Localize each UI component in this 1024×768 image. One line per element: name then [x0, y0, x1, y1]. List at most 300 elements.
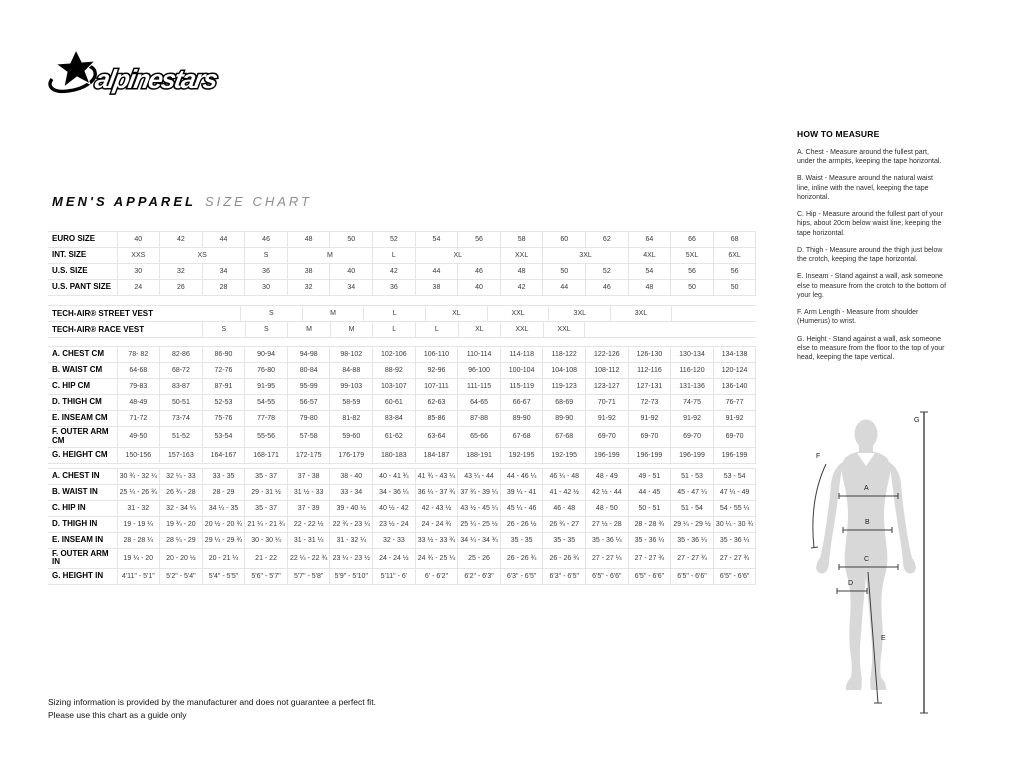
cm-value-cell: 84-88	[330, 363, 373, 379]
body-silhouette	[816, 420, 916, 691]
table-row	[48, 569, 756, 585]
in-value-cell: 34 ¼ - 34 ¾	[458, 532, 501, 548]
cm-value-cell: 79-83	[117, 379, 160, 395]
in-value-cell: 32 ¼ - 33	[160, 468, 203, 484]
page-title	[52, 194, 312, 209]
in-value-cell: 19 ¾ - 20	[160, 516, 203, 532]
disclaimer	[48, 696, 376, 722]
in-value-cell: 6'5" - 6'6"	[713, 569, 756, 585]
size-cell: 52	[373, 232, 416, 248]
vest-size-cell: M	[287, 322, 330, 337]
in-value-cell: 26 ¾ - 27	[543, 516, 586, 532]
vest-size-cell: 3XL	[610, 306, 672, 321]
size-cell: 4XL	[628, 248, 671, 264]
measure-instruction: D. Thigh - Measure around the thigh just below the crotch, keeping the tape horizontal.	[797, 246, 943, 264]
in-value-cell: 29 ¼ - 29 ½	[671, 516, 714, 532]
measurement-body-diagram	[805, 400, 980, 730]
in-value-cell: 37 - 38	[287, 468, 330, 484]
size-cell: 44	[415, 264, 458, 280]
cm-value-cell: 53-54	[202, 427, 245, 448]
in-value-cell: 44 - 45	[628, 484, 671, 500]
in-value-cell: 47 ¼ - 49	[713, 484, 756, 500]
size-cell: 40	[458, 280, 501, 296]
size-cell: 32	[287, 280, 330, 296]
cm-value-cell: 122-126	[586, 347, 629, 363]
cm-value-cell: 118-122	[543, 347, 586, 363]
size-cell: 30	[117, 264, 160, 280]
row-label: G. HEIGHT CM	[48, 447, 117, 463]
cm-value-cell: 49-50	[117, 427, 160, 448]
cm-value-cell: 110-114	[458, 347, 501, 363]
in-value-cell: 35 - 37	[245, 500, 288, 516]
row-label: U.S. SIZE	[48, 264, 117, 280]
row-label: INT. SIZE	[48, 248, 117, 264]
in-value-cell: 33 - 35	[202, 468, 245, 484]
vest-size-cell: L	[363, 306, 425, 321]
in-value-cell: 54 - 55 ¼	[713, 500, 756, 516]
cm-value-cell: 99-103	[330, 379, 373, 395]
cm-value-cell: 50-51	[160, 395, 203, 411]
in-value-cell: 26 - 26 ½	[500, 516, 543, 532]
table-row	[48, 264, 756, 280]
in-value-cell: 22 - 22 ½	[287, 516, 330, 532]
in-value-cell: 42 - 43 ½	[415, 500, 458, 516]
size-cell: M	[287, 248, 372, 264]
cm-value-cell: 91-92	[628, 411, 671, 427]
cm-value-cell: 86-90	[202, 347, 245, 363]
row-label: F. OUTER ARM IN	[48, 548, 117, 569]
vest-size-cell: S	[245, 322, 288, 337]
cm-value-cell: 91-92	[671, 411, 714, 427]
how-to-measure-panel	[797, 129, 947, 370]
cm-value-cell: 77-78	[245, 411, 288, 427]
cm-value-cell: 78- 82	[117, 347, 160, 363]
cm-value-cell: 76-77	[713, 395, 756, 411]
in-value-cell: 53 - 54	[713, 468, 756, 484]
in-value-cell: 31 - 32 ¼	[330, 532, 373, 548]
cm-value-cell: 48-49	[117, 395, 160, 411]
size-cell: S	[245, 248, 288, 264]
cm-value-cell: 92-96	[415, 363, 458, 379]
in-value-cell: 37 - 39	[287, 500, 330, 516]
size-cell: 46	[586, 280, 629, 296]
size-conversion-table	[48, 231, 756, 296]
cm-value-cell: 69-70	[671, 427, 714, 448]
measure-instruction: E. Inseam - Stand against a wall, ask someone else to measure from the crotch to the bottom of your leg.	[797, 273, 947, 299]
in-value-cell: 21 - 22	[245, 548, 288, 569]
cm-value-cell: 61-62	[373, 427, 416, 448]
in-value-cell: 35 - 36 ¼	[628, 532, 671, 548]
label-thigh: D	[848, 580, 854, 587]
measurements-cm-table	[48, 346, 756, 464]
cm-value-cell: 192-195	[543, 447, 586, 463]
size-cell: 36	[373, 280, 416, 296]
cm-value-cell: 94-98	[287, 347, 330, 363]
cm-value-cell: 69-70	[713, 427, 756, 448]
cm-value-cell: 76-80	[245, 363, 288, 379]
table-row	[48, 447, 756, 463]
in-value-cell: 26 - 26 ¾	[543, 548, 586, 569]
label-inseam: E	[881, 635, 886, 642]
table-row	[48, 232, 756, 248]
cm-value-cell: 75-76	[202, 411, 245, 427]
in-value-cell: 29 ¼ - 29 ¾	[202, 532, 245, 548]
cm-value-cell: 120-124	[713, 363, 756, 379]
table-row	[48, 468, 756, 484]
in-value-cell: 45 - 47 ¼	[671, 484, 714, 500]
cm-value-cell: 66-67	[500, 395, 543, 411]
row-label: EURO SIZE	[48, 232, 117, 248]
cm-value-cell: 116-120	[671, 363, 714, 379]
cm-value-cell: 79-80	[287, 411, 330, 427]
row-label: E. INSEAM CM	[48, 411, 117, 427]
in-value-cell: 44 - 46 ¼	[500, 468, 543, 484]
table-row	[48, 347, 756, 363]
in-value-cell: 5'9" - 5'10"	[330, 569, 373, 585]
size-cell: 62	[586, 232, 629, 248]
cm-value-cell: 123-127	[586, 379, 629, 395]
cm-value-cell: 71-72	[117, 411, 160, 427]
cm-value-cell: 196-199	[628, 447, 671, 463]
in-value-cell: 29 - 31 ½	[245, 484, 288, 500]
in-value-cell: 19 - 19 ¼	[117, 516, 160, 532]
cm-value-cell: 180-183	[373, 447, 416, 463]
measure-instruction: A. Chest - Measure around the fullest part, under the armpits, keeping the tape horizontal.	[797, 149, 942, 166]
alpinestars-logo	[44, 48, 239, 102]
in-value-cell: 25 - 26	[458, 548, 501, 569]
size-cell: XL	[415, 248, 500, 264]
size-cell: XXS	[117, 248, 160, 264]
in-value-cell: 25 ¼ - 25 ½	[458, 516, 501, 532]
cm-value-cell: 69-70	[586, 427, 629, 448]
cm-value-cell: 112-116	[628, 363, 671, 379]
in-value-cell: 5'2" - 5'4"	[160, 569, 203, 585]
in-value-cell: 22 ¾ - 23 ¼	[330, 516, 373, 532]
in-value-cell: 25 ¼ - 26 ¾	[117, 484, 160, 500]
in-value-cell: 6'2" - 6'3"	[458, 569, 501, 585]
cm-value-cell: 131-136	[671, 379, 714, 395]
cm-value-cell: 89-90	[500, 411, 543, 427]
in-value-cell: 37 ¾ - 39 ¼	[458, 484, 501, 500]
cm-value-cell: 192-195	[500, 447, 543, 463]
cm-value-cell: 157-163	[160, 447, 203, 463]
vest-size-cell: XXL	[543, 322, 586, 337]
row-label: TECH-AIR® RACE VEST	[52, 325, 145, 334]
size-cell: 46	[458, 264, 501, 280]
row-label: B. WAIST CM	[48, 363, 117, 379]
size-cell: 42	[500, 280, 543, 296]
cm-value-cell: 67-68	[543, 427, 586, 448]
cm-value-cell: 62-63	[415, 395, 458, 411]
size-cell: 5XL	[671, 248, 714, 264]
cm-value-cell: 196-199	[671, 447, 714, 463]
in-value-cell: 41 ¾ - 43 ¼	[415, 468, 458, 484]
table-row	[48, 248, 756, 264]
row-label: E. INSEAM IN	[48, 532, 117, 548]
cm-value-cell: 168-171	[245, 447, 288, 463]
in-value-cell: 49 - 51	[628, 468, 671, 484]
cm-value-cell: 69-70	[628, 427, 671, 448]
in-value-cell: 6' - 6'2"	[415, 569, 458, 585]
cm-value-cell: 91-92	[586, 411, 629, 427]
in-value-cell: 6'5" - 6'6"	[586, 569, 629, 585]
size-cell: 48	[500, 264, 543, 280]
table-row	[48, 395, 756, 411]
in-value-cell: 51 - 54	[671, 500, 714, 516]
disclaimer-line-1: Sizing information is provided by the manufacturer and does not guarantee a perfect fit.	[48, 697, 376, 707]
cm-value-cell: 126-130	[628, 347, 671, 363]
cm-value-cell: 80-84	[287, 363, 330, 379]
in-value-cell: 26 ¾ - 28	[160, 484, 203, 500]
cm-value-cell: 164-167	[202, 447, 245, 463]
in-value-cell: 39 ¼ - 41	[500, 484, 543, 500]
table-row	[48, 532, 756, 548]
size-cell: 36	[245, 264, 288, 280]
size-cell: 56	[713, 264, 756, 280]
in-value-cell: 46 - 48	[543, 500, 586, 516]
in-value-cell: 35 - 35	[543, 532, 586, 548]
cm-value-cell: 81-82	[330, 411, 373, 427]
cm-value-cell: 83-87	[160, 379, 203, 395]
size-cell: 38	[415, 280, 458, 296]
arm-measure-line	[813, 464, 826, 548]
cm-value-cell: 176-179	[330, 447, 373, 463]
size-cell: 58	[500, 232, 543, 248]
cm-value-cell: 74-75	[671, 395, 714, 411]
in-value-cell: 20 ½ - 20 ¾	[202, 516, 245, 532]
cm-value-cell: 91-95	[245, 379, 288, 395]
in-value-cell: 21 ¼ - 21 ¾	[245, 516, 288, 532]
label-height: G	[914, 417, 920, 424]
in-value-cell: 46 ¼ - 48	[543, 468, 586, 484]
size-cell: 46	[245, 232, 288, 248]
in-value-cell: 20 - 21 ¼	[202, 548, 245, 569]
in-value-cell: 43 ½ - 45 ¼	[458, 500, 501, 516]
row-label: D. THIGH IN	[48, 516, 117, 532]
cm-value-cell: 70-71	[586, 395, 629, 411]
row-label: B. WAIST IN	[48, 484, 117, 500]
cm-value-cell: 107-111	[415, 379, 458, 395]
row-label: U.S. PANT SIZE	[48, 280, 117, 296]
table-row	[48, 411, 756, 427]
vest-size-cell: S	[240, 306, 302, 321]
cm-value-cell: 136-140	[713, 379, 756, 395]
size-cell: 64	[628, 232, 671, 248]
in-value-cell: 30 ¾ - 32 ¼	[117, 468, 160, 484]
label-arm: F	[816, 453, 821, 460]
in-value-cell: 24 - 24 ½	[373, 548, 416, 569]
cm-value-cell: 103-107	[373, 379, 416, 395]
cm-value-cell: 114-118	[500, 347, 543, 363]
in-value-cell: 35 - 36 ¼	[671, 532, 714, 548]
in-value-cell: 51 - 53	[671, 468, 714, 484]
size-cell: 50	[330, 232, 373, 248]
in-value-cell: 5'11" - 6'	[373, 569, 416, 585]
in-value-cell: 34 - 36 ¼	[373, 484, 416, 500]
vest-size-cell: M	[330, 322, 373, 337]
alpinestars-star-icon	[50, 50, 95, 91]
cm-value-cell: 106-110	[415, 347, 458, 363]
cm-value-cell: 111-115	[458, 379, 501, 395]
in-value-cell: 27 - 27 ¾	[713, 548, 756, 569]
size-cell: 54	[628, 264, 671, 280]
vest-size-cell: XXL	[500, 322, 543, 337]
measure-instruction: B. Waist - Measure around the natural waist line, inline with the navel, keeping the tape horizontal.	[797, 175, 933, 201]
in-value-cell: 32 - 34 ¼	[160, 500, 203, 516]
in-value-cell: 24 - 24 ¾	[415, 516, 458, 532]
cm-value-cell: 83-84	[373, 411, 416, 427]
in-value-cell: 38 - 40	[330, 468, 373, 484]
size-cell: 28	[202, 280, 245, 296]
in-value-cell: 20 - 20 ½	[160, 548, 203, 569]
in-value-cell: 33 - 34	[330, 484, 373, 500]
cm-value-cell: 196-199	[713, 447, 756, 463]
size-cell: 56	[671, 264, 714, 280]
cm-value-cell: 72-73	[628, 395, 671, 411]
cm-value-cell: 64-65	[458, 395, 501, 411]
in-value-cell: 35 - 35	[500, 532, 543, 548]
how-to-measure-title: HOW TO MEASURE	[797, 129, 880, 139]
vest-size-cell: XL	[425, 306, 487, 321]
table-row	[48, 516, 756, 532]
cm-value-cell: 52-53	[202, 395, 245, 411]
in-value-cell: 40 ½ - 42	[373, 500, 416, 516]
size-cell: 34	[330, 280, 373, 296]
size-chart-area	[48, 231, 756, 585]
in-value-cell: 5'6" - 5'7"	[245, 569, 288, 585]
in-value-cell: 28 ¼ - 29	[160, 532, 203, 548]
techair-vest-table	[48, 305, 756, 338]
in-value-cell: 31 ½ - 33	[287, 484, 330, 500]
in-value-cell: 42 ½ - 44	[586, 484, 629, 500]
page-title-main: MEN'S APPAREL	[52, 194, 196, 209]
vest-size-cell: XL	[458, 322, 501, 337]
in-value-cell: 27 ½ - 28	[586, 516, 629, 532]
in-value-cell: 40 - 41 ¾	[373, 468, 416, 484]
in-value-cell: 6'3" - 6'5"	[543, 569, 586, 585]
size-cell: 52	[586, 264, 629, 280]
in-value-cell: 24 ¾ - 25 ¼	[415, 548, 458, 569]
size-cell: XXL	[500, 248, 543, 264]
size-cell: 66	[671, 232, 714, 248]
cm-value-cell: 55-56	[245, 427, 288, 448]
row-label: F. OUTER ARM CM	[48, 427, 117, 448]
in-value-cell: 27 - 27 ¼	[586, 548, 629, 569]
size-cell: 50	[543, 264, 586, 280]
in-value-cell: 6'5" - 6'6"	[628, 569, 671, 585]
in-value-cell: 4'11" - 5'1"	[117, 569, 160, 585]
size-cell: 50	[713, 280, 756, 296]
in-value-cell: 45 ¼ - 46	[500, 500, 543, 516]
cm-value-cell: 58-59	[330, 395, 373, 411]
in-value-cell: 35 - 36 ¼	[713, 532, 756, 548]
size-cell: 48	[287, 232, 330, 248]
cm-value-cell: 82-86	[160, 347, 203, 363]
size-cell: 40	[330, 264, 373, 280]
cm-value-cell: 91-92	[713, 411, 756, 427]
cm-value-cell: 150-156	[117, 447, 160, 463]
size-cell: 32	[160, 264, 203, 280]
cm-value-cell: 104-108	[543, 363, 586, 379]
vest-size-cell: S	[202, 322, 245, 337]
row-label: TECH-AIR® STREET VEST	[52, 309, 154, 318]
cm-value-cell: 64-68	[117, 363, 160, 379]
cm-value-cell: 67-68	[500, 427, 543, 448]
table-row	[48, 548, 756, 569]
size-cell: 56	[458, 232, 501, 248]
cm-value-cell: 184-187	[415, 447, 458, 463]
in-value-cell: 26 - 26 ¾	[500, 548, 543, 569]
cm-value-cell: 172-175	[287, 447, 330, 463]
measure-instruction: G. Height - Stand against a wall, ask someone else to measure from the floor to the top of your head, keeping the tape vertical.	[797, 335, 945, 361]
size-cell: 6XL	[713, 248, 756, 264]
cm-value-cell: 60-61	[373, 395, 416, 411]
how-to-measure-instructions	[797, 148, 947, 362]
size-cell: 42	[160, 232, 203, 248]
table-row	[48, 379, 756, 395]
row-label: D. THIGH CM	[48, 395, 117, 411]
size-cell: 24	[117, 280, 160, 296]
in-value-cell: 34 ¼ - 35	[202, 500, 245, 516]
cm-value-cell: 188-191	[458, 447, 501, 463]
cm-value-cell: 68-69	[543, 395, 586, 411]
in-value-cell: 6'3" - 6'5"	[500, 569, 543, 585]
in-value-cell: 28 - 28 ¼	[117, 532, 160, 548]
in-value-cell: 27 - 27 ¾	[628, 548, 671, 569]
disclaimer-line-2: Please use this chart as a guide only	[48, 709, 187, 720]
cm-value-cell: 87-88	[458, 411, 501, 427]
in-value-cell: 48 - 49	[586, 468, 629, 484]
measure-instruction: C. Hip - Measure around the fullest part of your hips, about 20cm below waist line, keeping the tape horizontal.	[797, 211, 943, 237]
size-cell: 44	[202, 232, 245, 248]
table-row	[48, 484, 756, 500]
cm-value-cell: 130-134	[671, 347, 714, 363]
size-cell: 44	[543, 280, 586, 296]
measure-instruction: F. Arm Length - Measure from shoulder (Humerus) to wrist.	[797, 309, 919, 326]
measurements-in-table	[48, 468, 756, 586]
techair-row	[48, 305, 756, 322]
size-cell: 60	[543, 232, 586, 248]
size-cell: 40	[117, 232, 160, 248]
in-value-cell: 36 ¼ - 37 ¾	[415, 484, 458, 500]
cm-value-cell: 98-102	[330, 347, 373, 363]
size-cell: 34	[202, 264, 245, 280]
cm-value-cell: 100-104	[500, 363, 543, 379]
row-label: A. CHEST CM	[48, 347, 117, 363]
cm-value-cell: 65-66	[458, 427, 501, 448]
vest-size-cell: M	[302, 306, 364, 321]
in-value-cell: 5'7" - 5'8"	[287, 569, 330, 585]
in-value-cell: 48 - 50	[586, 500, 629, 516]
table-row	[48, 363, 756, 379]
cm-value-cell: 115-119	[500, 379, 543, 395]
label-chest: A	[864, 485, 869, 492]
size-cell: L	[373, 248, 416, 264]
size-cell: 54	[415, 232, 458, 248]
in-value-cell: 28 - 29	[202, 484, 245, 500]
cm-value-cell: 56-57	[287, 395, 330, 411]
cm-value-cell: 88-92	[373, 363, 416, 379]
cm-value-cell: 73-74	[160, 411, 203, 427]
table-row	[48, 427, 756, 448]
cm-value-cell: 134-138	[713, 347, 756, 363]
size-cell: 48	[628, 280, 671, 296]
in-value-cell: 23 ½ - 24	[373, 516, 416, 532]
cm-value-cell: 72-76	[202, 363, 245, 379]
cm-value-cell: 96-100	[458, 363, 501, 379]
in-value-cell: 6'5" - 6'6"	[671, 569, 714, 585]
size-cell: 68	[713, 232, 756, 248]
